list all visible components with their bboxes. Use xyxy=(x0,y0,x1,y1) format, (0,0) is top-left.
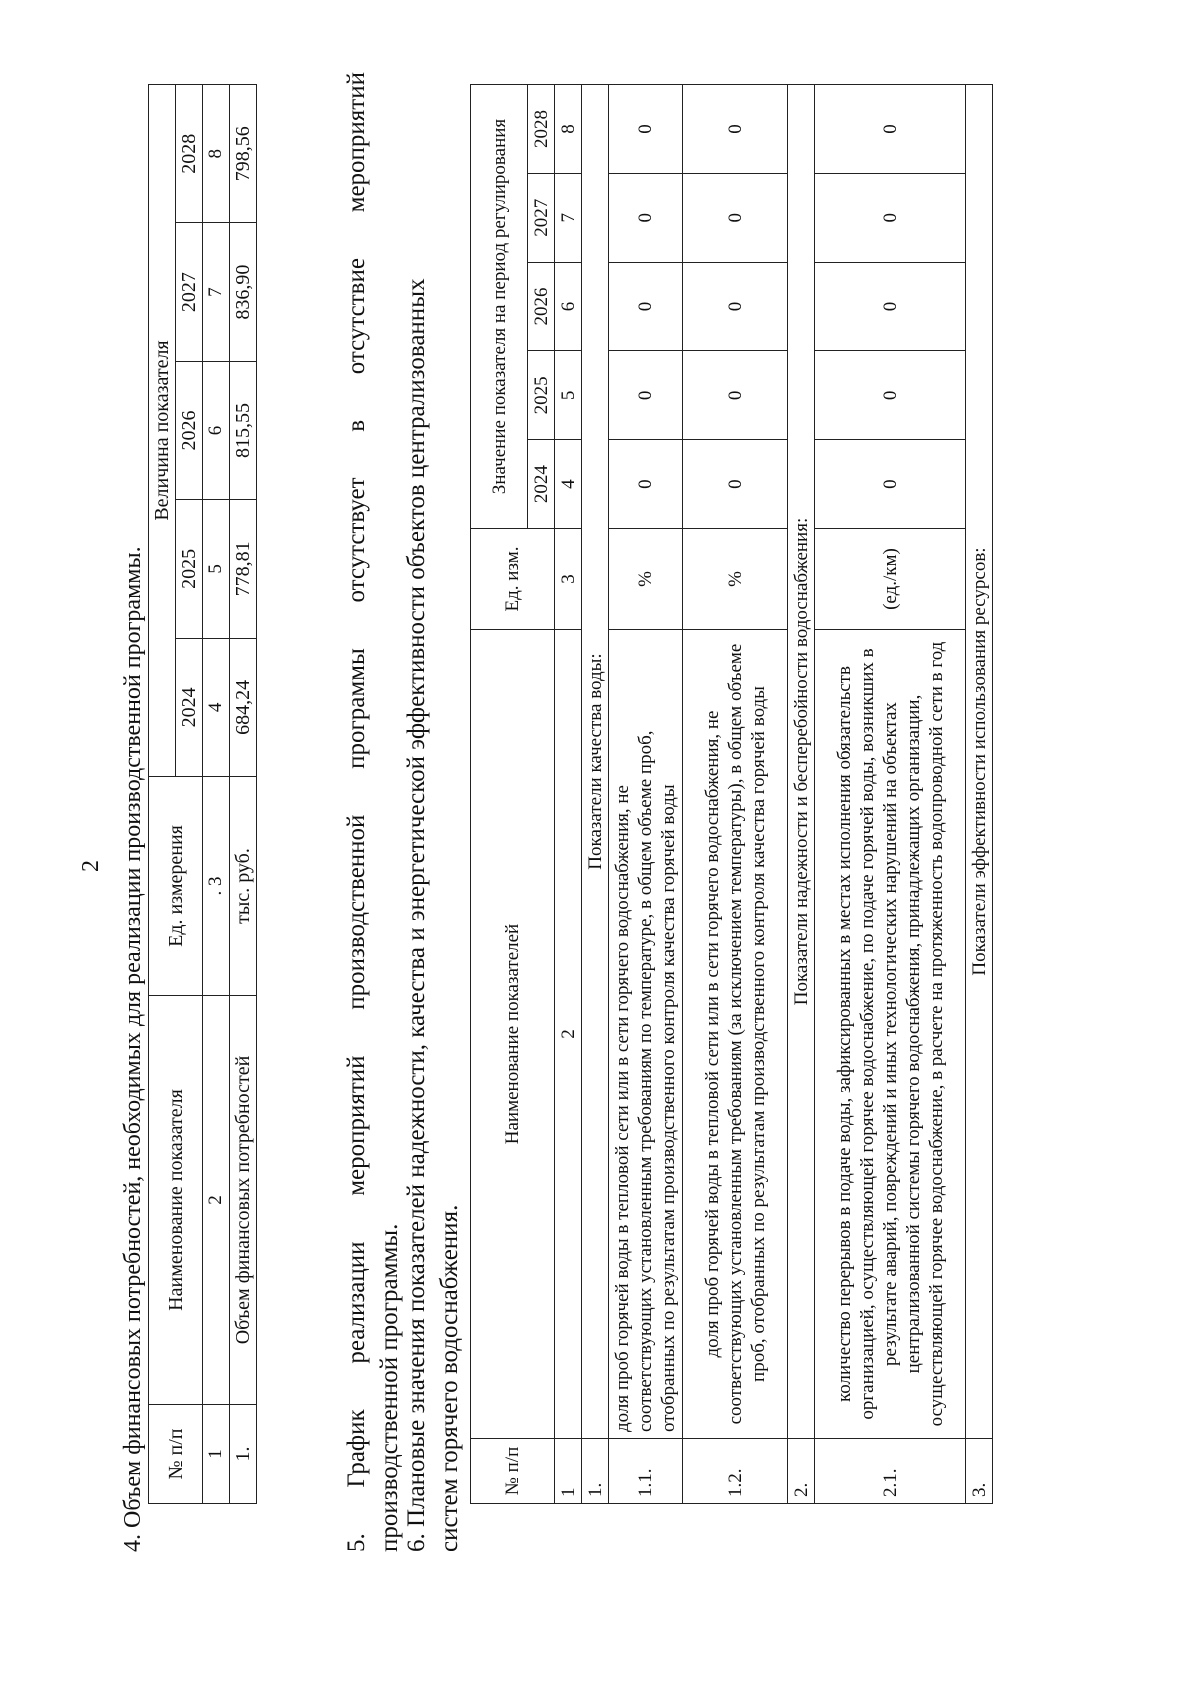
section5-word: в xyxy=(343,419,370,432)
section-row xyxy=(788,85,815,1504)
row-value: 798,56 xyxy=(230,85,257,223)
section5-word: реализации xyxy=(343,1241,370,1364)
row-value: 815,55 xyxy=(230,361,257,499)
index-cell: 7 xyxy=(555,173,582,262)
table-row xyxy=(609,85,683,1504)
index-cell: 7 xyxy=(203,223,230,361)
col-num-header: № п/п xyxy=(471,1439,555,1504)
row-name: Объем финансовых потребностей xyxy=(230,996,257,1405)
section5-line1 xyxy=(340,72,373,1552)
index-cell: 8 xyxy=(203,85,230,223)
section5-word: График xyxy=(343,1409,370,1488)
row-num: 2.1. xyxy=(815,1439,966,1504)
section4-title: 4. Объем финансовых потребностей, необходимых для реализации производственной программы. xyxy=(120,546,146,1552)
row-name: доля проб горячей воды в тепловой сети или в сети горячего водоснабжения, не соответствующих установленным требованиям (за исключением температуры), в общем объеме проб, отобранных по результатам производственного контроля качества горячей воды xyxy=(683,630,788,1439)
table-index-row xyxy=(555,85,582,1504)
index-cell: 3 xyxy=(555,529,582,630)
section5-word: мероприятий xyxy=(343,1055,370,1196)
year-cell: 2027 xyxy=(176,223,203,361)
row-value: 0 xyxy=(609,85,683,174)
row-num: 1.1. xyxy=(609,1439,683,1504)
section5-word: мероприятий xyxy=(343,72,370,213)
row-value: 0 xyxy=(609,351,683,440)
section5-word: отсутствует xyxy=(343,477,370,603)
year-cell: 2025 xyxy=(528,351,555,440)
row-value: 0 xyxy=(683,262,788,351)
section6-title-line1: 6. Плановые значения показателей надежности, качества и энергетической эффективности объектов централизованных xyxy=(403,278,430,1552)
index-cell: 8 xyxy=(555,85,582,174)
col-value-group-header: Значение показателя на период регулирования xyxy=(471,85,528,529)
row-value: 0 xyxy=(609,173,683,262)
row-unit: % xyxy=(683,529,788,630)
index-cell: 6 xyxy=(555,262,582,351)
section5-paragraph xyxy=(340,72,406,1552)
section-title: Показатели надежности и бесперебойности водоснабжения: xyxy=(788,85,815,1439)
row-unit: (ед./км) xyxy=(815,529,966,630)
table-header-row xyxy=(471,85,528,1504)
index-cell: 2 xyxy=(203,996,230,1405)
section-num: 1. xyxy=(582,1439,609,1504)
year-cell: 2028 xyxy=(528,85,555,174)
section5-word: производственной xyxy=(343,814,370,1010)
index-cell: 6 xyxy=(203,361,230,499)
row-name: количество перерывов в подаче воды, зафиксированных в местах исполнения обязательств организацией, осуществляющей горячее водоснабжение, по подаче горячей воды, возникших в результате аварий, повреждений и иных технологических нарушений на объектах централизованной системы горячего водоснабжения, принадлежащих организации, осуществляющей горячее водоснабжение, в расчете на протяженность водопроводной сети в год xyxy=(815,630,966,1439)
section6-title-line2: систем горячего водоснабжения. xyxy=(436,1204,463,1552)
row-value: 0 xyxy=(609,440,683,529)
row-value: 0 xyxy=(683,85,788,174)
financial-needs-table xyxy=(148,84,257,1504)
row-value: 0 xyxy=(815,85,966,174)
table-row xyxy=(230,85,257,1504)
index-cell: 4 xyxy=(203,638,230,776)
row-value: 0 xyxy=(815,351,966,440)
row-unit: тыс. руб. xyxy=(230,777,257,996)
index-cell: 4 xyxy=(555,440,582,529)
col-unit-header: Ед. измерения xyxy=(149,777,203,996)
table-row xyxy=(683,85,788,1504)
row-value: 836,90 xyxy=(230,223,257,361)
page-number: 2 xyxy=(78,860,104,872)
section5-word: программы xyxy=(343,648,370,769)
section-num: 2. xyxy=(788,1439,815,1504)
row-value: 0 xyxy=(683,440,788,529)
row-value: 0 xyxy=(815,173,966,262)
col-name-header: Наименование показателя xyxy=(149,996,203,1405)
row-value: 0 xyxy=(683,351,788,440)
year-cell: 2028 xyxy=(176,85,203,223)
row-unit: % xyxy=(609,529,683,630)
year-cell: 2024 xyxy=(528,440,555,529)
year-cell: 2026 xyxy=(176,361,203,499)
section-row xyxy=(966,85,993,1504)
indicators-table xyxy=(470,84,993,1504)
section5-line2: производственной программы. xyxy=(376,1223,403,1552)
row-value: 0 xyxy=(683,173,788,262)
row-value: 684,24 xyxy=(230,638,257,776)
table-index-row xyxy=(203,85,230,1504)
section-title: Показатели качества воды: xyxy=(582,85,609,1439)
index-value: 3 xyxy=(205,876,226,886)
section5-word: отсутствие xyxy=(343,258,370,375)
year-cell: 2026 xyxy=(528,262,555,351)
section-num: 3. xyxy=(966,1439,993,1504)
row-name: доля проб горячей воды в тепловой сети или в сети горячего водоснабжения, не соответствующих установленным требованиям по температуре, в общем объеме проб, отобранных по результатам производственного контроля качества горячей воды xyxy=(609,630,683,1439)
row-value: 778,81 xyxy=(230,500,257,638)
year-cell: 2027 xyxy=(528,173,555,262)
row-value: 0 xyxy=(815,440,966,529)
section-row xyxy=(582,85,609,1504)
index-cell: 1 xyxy=(203,1405,230,1504)
row-value: 0 xyxy=(815,262,966,351)
index-cell: 5 xyxy=(203,500,230,638)
year-cell: 2025 xyxy=(176,500,203,638)
year-cell: 2024 xyxy=(176,638,203,776)
index-cell: 1 xyxy=(555,1439,582,1504)
index-cell: 2 xyxy=(555,630,582,1439)
row-num: 1.2. xyxy=(683,1439,788,1504)
section-title: Показатели эффективности использования ресурсов: xyxy=(966,85,993,1439)
row-num: 1. xyxy=(230,1405,257,1504)
section5-word: 5. xyxy=(343,1533,370,1552)
index-cell: 5 xyxy=(555,351,582,440)
table-row xyxy=(815,85,966,1504)
row-value: 0 xyxy=(609,262,683,351)
index-cell xyxy=(203,777,230,996)
index-prefix: . xyxy=(205,890,226,896)
col-value-group-header: Величина показателя xyxy=(149,85,176,777)
section6-title xyxy=(400,72,466,1552)
col-num-header: № п/п xyxy=(149,1405,203,1504)
col-unit-header: Ед. изм. xyxy=(471,529,555,630)
col-name-header: Наименование показателей xyxy=(471,630,555,1439)
table-header-row xyxy=(149,85,176,1504)
